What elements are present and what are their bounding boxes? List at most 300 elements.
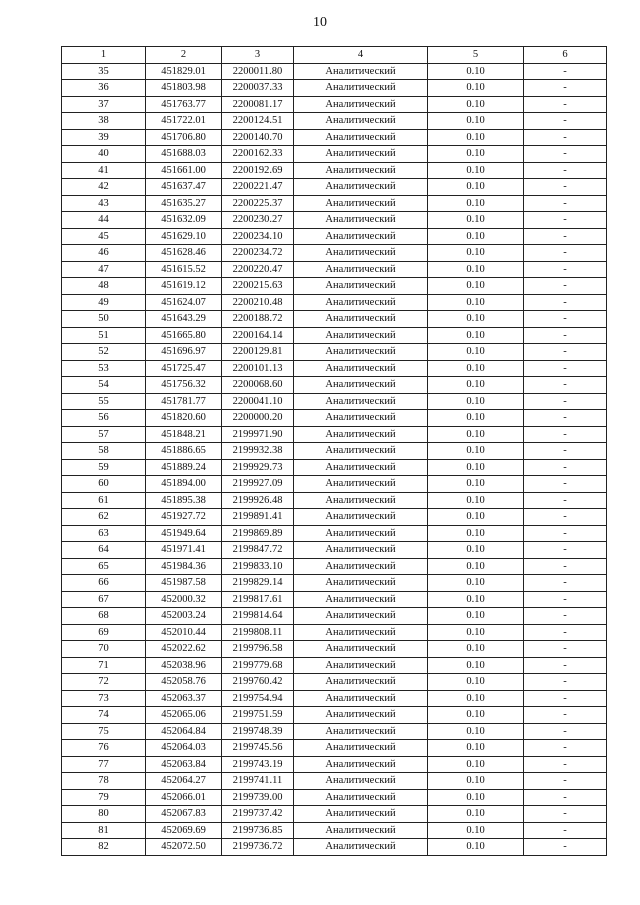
accuracy-cell: 0.10 [428,146,524,163]
table-row [62,426,607,443]
y-coordinate-cell: 2199817.61 [222,591,294,608]
header-cell-col3: 3 [222,47,294,64]
table-row [62,129,607,146]
method-cell: Аналитический [294,393,428,410]
accuracy-cell: 0.10 [428,558,524,575]
table-row [62,261,607,278]
x-coordinate-cell: 451628.46 [146,245,222,262]
table-row [62,674,607,691]
method-cell: Аналитический [294,509,428,526]
method-cell: Аналитический [294,129,428,146]
accuracy-cell: 0.10 [428,674,524,691]
table-row [62,80,607,97]
x-coordinate-cell: 452067.83 [146,806,222,823]
table-row [62,443,607,460]
accuracy-cell: 0.10 [428,410,524,427]
accuracy-cell: 0.10 [428,129,524,146]
y-coordinate-cell: 2200000.20 [222,410,294,427]
x-coordinate-cell: 452058.76 [146,674,222,691]
point-number-cell: 65 [62,558,146,575]
point-number-cell: 74 [62,707,146,724]
method-cell: Аналитический [294,212,428,229]
x-coordinate-cell: 451987.58 [146,575,222,592]
table-row [62,558,607,575]
table-row [62,162,607,179]
point-number-cell: 40 [62,146,146,163]
x-coordinate-cell: 451632.09 [146,212,222,229]
header-cell-col6: 6 [524,47,607,64]
y-coordinate-cell: 2199926.48 [222,492,294,509]
accuracy-cell: 0.10 [428,575,524,592]
accuracy-cell: 0.10 [428,641,524,658]
method-cell: Аналитический [294,344,428,361]
accuracy-cell: 0.10 [428,195,524,212]
y-coordinate-cell: 2199751.59 [222,707,294,724]
x-coordinate-cell: 452003.24 [146,608,222,625]
x-coordinate-cell: 451629.10 [146,228,222,245]
x-coordinate-cell: 452063.37 [146,690,222,707]
method-cell: Аналитический [294,278,428,295]
method-cell: Аналитический [294,261,428,278]
y-coordinate-cell: 2200225.37 [222,195,294,212]
y-coordinate-cell: 2199760.42 [222,674,294,691]
x-coordinate-cell: 451696.97 [146,344,222,361]
method-cell: Аналитический [294,806,428,823]
table-row [62,96,607,113]
y-coordinate-cell: 2200041.10 [222,393,294,410]
y-coordinate-cell: 2200234.72 [222,245,294,262]
point-number-cell: 52 [62,344,146,361]
accuracy-cell: 0.10 [428,63,524,80]
y-coordinate-cell: 2200129.81 [222,344,294,361]
x-coordinate-cell: 451619.12 [146,278,222,295]
method-cell: Аналитический [294,476,428,493]
method-cell: Аналитический [294,525,428,542]
table-row [62,657,607,674]
note-cell: - [524,146,607,163]
method-cell: Аналитический [294,228,428,245]
point-number-cell: 72 [62,674,146,691]
point-number-cell: 68 [62,608,146,625]
note-cell: - [524,426,607,443]
note-cell: - [524,575,607,592]
x-coordinate-cell: 451643.29 [146,311,222,328]
table-row [62,393,607,410]
accuracy-cell: 0.10 [428,756,524,773]
accuracy-cell: 0.10 [428,426,524,443]
point-number-cell: 53 [62,360,146,377]
y-coordinate-cell: 2200140.70 [222,129,294,146]
note-cell: - [524,327,607,344]
note-cell: - [524,162,607,179]
y-coordinate-cell: 2199929.73 [222,459,294,476]
note-cell: - [524,311,607,328]
accuracy-cell: 0.10 [428,839,524,856]
note-cell: - [524,740,607,757]
method-cell: Аналитический [294,146,428,163]
table-row [62,360,607,377]
point-number-cell: 39 [62,129,146,146]
method-cell: Аналитический [294,773,428,790]
y-coordinate-cell: 2200164.14 [222,327,294,344]
method-cell: Аналитический [294,377,428,394]
table-row [62,113,607,130]
accuracy-cell: 0.10 [428,806,524,823]
point-number-cell: 59 [62,459,146,476]
point-number-cell: 46 [62,245,146,262]
point-number-cell: 55 [62,393,146,410]
accuracy-cell: 0.10 [428,113,524,130]
accuracy-cell: 0.10 [428,591,524,608]
y-coordinate-cell: 2199847.72 [222,542,294,559]
point-number-cell: 36 [62,80,146,97]
x-coordinate-cell: 452066.01 [146,789,222,806]
x-coordinate-cell: 452000.32 [146,591,222,608]
x-coordinate-cell: 451615.52 [146,261,222,278]
method-cell: Аналитический [294,756,428,773]
method-cell: Аналитический [294,311,428,328]
method-cell: Аналитический [294,179,428,196]
table-row [62,641,607,658]
x-coordinate-cell: 451781.77 [146,393,222,410]
accuracy-cell: 0.10 [428,459,524,476]
point-number-cell: 77 [62,756,146,773]
x-coordinate-cell: 451829.01 [146,63,222,80]
method-cell: Аналитический [294,327,428,344]
y-coordinate-cell: 2199808.11 [222,624,294,641]
y-coordinate-cell: 2199754.94 [222,690,294,707]
x-coordinate-cell: 452064.84 [146,723,222,740]
y-coordinate-cell: 2200215.63 [222,278,294,295]
point-number-cell: 70 [62,641,146,658]
accuracy-cell: 0.10 [428,476,524,493]
table-row [62,690,607,707]
x-coordinate-cell: 451820.60 [146,410,222,427]
x-coordinate-cell: 451803.98 [146,80,222,97]
y-coordinate-cell: 2199748.39 [222,723,294,740]
accuracy-cell: 0.10 [428,278,524,295]
method-cell: Аналитический [294,80,428,97]
accuracy-cell: 0.10 [428,344,524,361]
table-row [62,195,607,212]
x-coordinate-cell: 451635.27 [146,195,222,212]
point-number-cell: 35 [62,63,146,80]
point-number-cell: 58 [62,443,146,460]
y-coordinate-cell: 2199745.56 [222,740,294,757]
note-cell: - [524,80,607,97]
y-coordinate-cell: 2199829.14 [222,575,294,592]
note-cell: - [524,96,607,113]
table-row [62,773,607,790]
y-coordinate-cell: 2200221.47 [222,179,294,196]
accuracy-cell: 0.10 [428,96,524,113]
method-cell: Аналитический [294,542,428,559]
y-coordinate-cell: 2199932.38 [222,443,294,460]
method-cell: Аналитический [294,657,428,674]
method-cell: Аналитический [294,443,428,460]
point-number-cell: 73 [62,690,146,707]
table-row [62,789,607,806]
point-number-cell: 66 [62,575,146,592]
note-cell: - [524,723,607,740]
method-cell: Аналитический [294,492,428,509]
accuracy-cell: 0.10 [428,542,524,559]
method-cell: Аналитический [294,195,428,212]
table-row [62,459,607,476]
note-cell: - [524,789,607,806]
point-number-cell: 60 [62,476,146,493]
x-coordinate-cell: 452022.62 [146,641,222,658]
note-cell: - [524,509,607,526]
method-cell: Аналитический [294,674,428,691]
accuracy-cell: 0.10 [428,624,524,641]
table-row [62,476,607,493]
accuracy-cell: 0.10 [428,228,524,245]
note-cell: - [524,129,607,146]
table-row [62,327,607,344]
method-cell: Аналитический [294,558,428,575]
point-number-cell: 62 [62,509,146,526]
table-row [62,723,607,740]
table-row [62,146,607,163]
x-coordinate-cell: 451894.00 [146,476,222,493]
x-coordinate-cell: 451725.47 [146,360,222,377]
y-coordinate-cell: 2200230.27 [222,212,294,229]
table-row [62,756,607,773]
method-cell: Аналитический [294,624,428,641]
point-number-cell: 76 [62,740,146,757]
accuracy-cell: 0.10 [428,311,524,328]
x-coordinate-cell: 451889.24 [146,459,222,476]
note-cell: - [524,525,607,542]
accuracy-cell: 0.10 [428,509,524,526]
table-row [62,707,607,724]
note-cell: - [524,179,607,196]
accuracy-cell: 0.10 [428,360,524,377]
note-cell: - [524,558,607,575]
accuracy-cell: 0.10 [428,789,524,806]
note-cell: - [524,377,607,394]
y-coordinate-cell: 2200101.13 [222,360,294,377]
note-cell: - [524,756,607,773]
header-cell-col5: 5 [428,47,524,64]
note-cell: - [524,261,607,278]
accuracy-cell: 0.10 [428,492,524,509]
table-row [62,63,607,80]
x-coordinate-cell: 452010.44 [146,624,222,641]
note-cell: - [524,459,607,476]
x-coordinate-cell: 451661.00 [146,162,222,179]
accuracy-cell: 0.10 [428,294,524,311]
x-coordinate-cell: 451971.41 [146,542,222,559]
method-cell: Аналитический [294,707,428,724]
note-cell: - [524,245,607,262]
page-number: 10 [313,15,327,30]
method-cell: Аналитический [294,410,428,427]
header-row [62,47,607,64]
note-cell: - [524,624,607,641]
note-cell: - [524,278,607,295]
point-number-cell: 63 [62,525,146,542]
x-coordinate-cell: 451763.77 [146,96,222,113]
table-row [62,294,607,311]
y-coordinate-cell: 2200068.60 [222,377,294,394]
accuracy-cell: 0.10 [428,377,524,394]
x-coordinate-cell: 452064.27 [146,773,222,790]
method-cell: Аналитический [294,459,428,476]
point-number-cell: 69 [62,624,146,641]
y-coordinate-cell: 2200210.48 [222,294,294,311]
method-cell: Аналитический [294,591,428,608]
x-coordinate-cell: 452065.06 [146,707,222,724]
accuracy-cell: 0.10 [428,740,524,757]
table-row [62,525,607,542]
y-coordinate-cell: 2200037.33 [222,80,294,97]
y-coordinate-cell: 2200234.10 [222,228,294,245]
accuracy-cell: 0.10 [428,608,524,625]
method-cell: Аналитический [294,575,428,592]
accuracy-cell: 0.10 [428,707,524,724]
header-cell-col2: 2 [146,47,222,64]
table-body [62,63,607,855]
point-number-cell: 67 [62,591,146,608]
method-cell: Аналитический [294,96,428,113]
x-coordinate-cell: 451688.03 [146,146,222,163]
method-cell: Аналитический [294,294,428,311]
table-row [62,542,607,559]
accuracy-cell: 0.10 [428,657,524,674]
y-coordinate-cell: 2200162.33 [222,146,294,163]
y-coordinate-cell: 2199743.19 [222,756,294,773]
method-cell: Аналитический [294,63,428,80]
x-coordinate-cell: 451848.21 [146,426,222,443]
y-coordinate-cell: 2199741.11 [222,773,294,790]
y-coordinate-cell: 2200192.69 [222,162,294,179]
y-coordinate-cell: 2199927.09 [222,476,294,493]
header-cell-col1: 1 [62,47,146,64]
y-coordinate-cell: 2200081.17 [222,96,294,113]
point-number-cell: 75 [62,723,146,740]
y-coordinate-cell: 2199833.10 [222,558,294,575]
accuracy-cell: 0.10 [428,261,524,278]
x-coordinate-cell: 452069.69 [146,822,222,839]
method-cell: Аналитический [294,360,428,377]
x-coordinate-cell: 452064.03 [146,740,222,757]
table-row [62,740,607,757]
table-row [62,344,607,361]
point-number-cell: 54 [62,377,146,394]
note-cell: - [524,690,607,707]
note-cell: - [524,608,607,625]
header-cell-col4: 4 [294,47,428,64]
accuracy-cell: 0.10 [428,162,524,179]
accuracy-cell: 0.10 [428,179,524,196]
point-number-cell: 78 [62,773,146,790]
y-coordinate-cell: 2199971.90 [222,426,294,443]
table-row [62,591,607,608]
point-number-cell: 81 [62,822,146,839]
point-number-cell: 51 [62,327,146,344]
note-cell: - [524,360,607,377]
y-coordinate-cell: 2199814.64 [222,608,294,625]
table-row [62,228,607,245]
y-coordinate-cell: 2199736.72 [222,839,294,856]
point-number-cell: 45 [62,228,146,245]
note-cell: - [524,773,607,790]
method-cell: Аналитический [294,426,428,443]
x-coordinate-cell: 452063.84 [146,756,222,773]
note-cell: - [524,674,607,691]
point-number-cell: 41 [62,162,146,179]
x-coordinate-cell: 451949.64 [146,525,222,542]
method-cell: Аналитический [294,641,428,658]
point-number-cell: 71 [62,657,146,674]
table-row [62,624,607,641]
x-coordinate-cell: 451637.47 [146,179,222,196]
y-coordinate-cell: 2199736.85 [222,822,294,839]
point-number-cell: 48 [62,278,146,295]
table-row [62,575,607,592]
table-row [62,492,607,509]
y-coordinate-cell: 2199737.42 [222,806,294,823]
note-cell: - [524,195,607,212]
method-cell: Аналитический [294,690,428,707]
point-number-cell: 37 [62,96,146,113]
x-coordinate-cell: 451624.07 [146,294,222,311]
note-cell: - [524,822,607,839]
y-coordinate-cell: 2199869.89 [222,525,294,542]
note-cell: - [524,641,607,658]
x-coordinate-cell: 451756.32 [146,377,222,394]
accuracy-cell: 0.10 [428,822,524,839]
x-coordinate-cell: 451665.80 [146,327,222,344]
accuracy-cell: 0.10 [428,245,524,262]
note-cell: - [524,591,607,608]
point-number-cell: 57 [62,426,146,443]
table-row [62,179,607,196]
point-number-cell: 80 [62,806,146,823]
x-coordinate-cell: 451927.72 [146,509,222,526]
note-cell: - [524,657,607,674]
y-coordinate-cell: 2199779.68 [222,657,294,674]
point-number-cell: 49 [62,294,146,311]
y-coordinate-cell: 2199739.00 [222,789,294,806]
method-cell: Аналитический [294,608,428,625]
accuracy-cell: 0.10 [428,327,524,344]
point-number-cell: 43 [62,195,146,212]
table-row [62,278,607,295]
note-cell: - [524,63,607,80]
note-cell: - [524,344,607,361]
note-cell: - [524,393,607,410]
note-cell: - [524,839,607,856]
y-coordinate-cell: 2200220.47 [222,261,294,278]
point-number-cell: 47 [62,261,146,278]
x-coordinate-cell: 451886.65 [146,443,222,460]
method-cell: Аналитический [294,245,428,262]
table-row [62,212,607,229]
y-coordinate-cell: 2199891.41 [222,509,294,526]
note-cell: - [524,410,607,427]
x-coordinate-cell: 452072.50 [146,839,222,856]
y-coordinate-cell: 2199796.58 [222,641,294,658]
table-row [62,377,607,394]
point-number-cell: 50 [62,311,146,328]
point-number-cell: 64 [62,542,146,559]
accuracy-cell: 0.10 [428,525,524,542]
note-cell: - [524,294,607,311]
accuracy-cell: 0.10 [428,80,524,97]
